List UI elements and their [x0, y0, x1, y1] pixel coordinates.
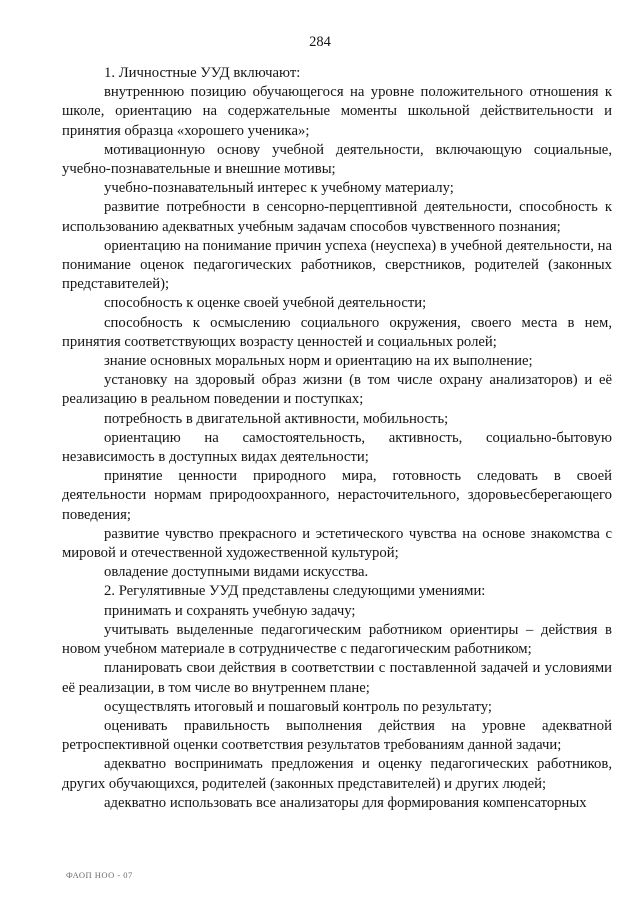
paragraph: адекватно использовать все анализаторы для формирования компенсаторных	[104, 794, 587, 811]
paragraph: способность к осмыслению социального окружения, своего места в нем, принятия соответствующих возрасту ценностей и социальных ролей;	[62, 314, 612, 350]
paragraph: мотивационную основу учебной деятельности, включающую социальные, учебно-познавательные и внешние мотивы;	[62, 141, 612, 178]
page-number: 284	[309, 34, 331, 50]
paragraph: потребность в двигательной активности, мобильность;	[104, 410, 449, 427]
paragraph: ориентацию на понимание причин успеха (неуспеха) в учебной деятельности, на понимание оценок педагогических работников, сверстников, родителей (законных представителей);	[62, 237, 612, 293]
paragraph: планировать свои действия в соответствии с поставленной задачей и условиями её реализации, в том числе во внутреннем плане;	[62, 660, 612, 696]
paragraph: развитие потребности в сенсорно-перцептивной деятельности, способность к использованию адекватных учебным задачам способов чувственного познания;	[62, 199, 612, 235]
body-text	[62, 64, 612, 813]
paragraph: осуществлять итоговый и пошаговый контроль по результату;	[104, 698, 492, 715]
paragraph: 2. Регулятивные УУД представлены следующими умениями:	[104, 583, 486, 600]
paragraph: овладение доступными видами искусства.	[104, 564, 369, 581]
paragraph: учебно-познавательный интерес к учебному материалу;	[104, 180, 454, 197]
paragraph: принимать и сохранять учебную задачу;	[104, 602, 356, 619]
paragraph: знание основных моральных норм и ориентацию на их выполнение;	[104, 353, 533, 370]
paragraph: учитывать выделенные педагогическим работником ориентиры – действия в новом учебном материале в сотрудничестве с педагогическим работником;	[62, 621, 612, 658]
paragraph: принятие ценности природного мира, готовность следовать в своей деятельности нормам природоохранного, нерасточительного, здоровьесберегающего поведения;	[62, 468, 612, 523]
paragraph: установку на здоровый образ жизни (в том числе охрану анализаторов) и её реализацию в реальном поведении и поступках;	[62, 372, 612, 408]
paragraph: развитие чувство прекрасного и эстетического чувства на основе знакомства с мировой и отечественной художественной культурой;	[62, 525, 612, 562]
paragraph: 1. Личностные УУД включают:	[104, 65, 301, 81]
paragraph: ориентацию на самостоятельность, активность, социально-бытовую независимость в доступных видах деятельности;	[62, 429, 612, 466]
footer-mark: ФАОП НОО - 07	[66, 870, 133, 880]
paragraph: адекватно воспринимать предложения и оценку педагогических работников, других обучающихся, родителей (законных представителей) и других людей;	[62, 756, 612, 792]
paragraph: оценивать правильность выполнения действия на уровне адекватной ретроспективной оценки соответствия результатов требованиям данной задачи;	[62, 717, 612, 754]
paragraph: способность к оценке своей учебной деятельности;	[104, 295, 427, 312]
paragraph: внутреннюю позицию обучающегося на уровне положительного отношения к школе, ориентацию на содержательные моменты школьной действительности и принятия образца «хорошего ученика»;	[62, 84, 612, 139]
